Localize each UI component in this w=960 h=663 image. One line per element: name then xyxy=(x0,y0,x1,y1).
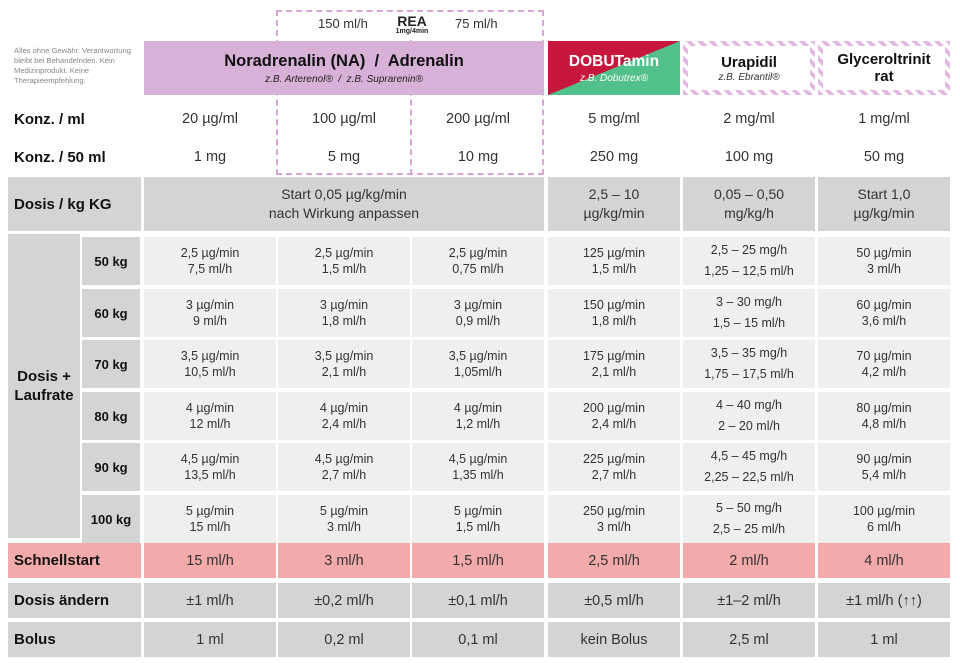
dosis-kg-dobu-line1: 2,5 – 10 xyxy=(588,186,640,202)
dose-cell xyxy=(144,495,276,543)
konz-50ml-value: 100 mg xyxy=(724,149,774,165)
dose-rate: 250 µg/min xyxy=(582,504,646,518)
flow-rate: 0,75 ml/h xyxy=(452,262,504,276)
flow-rate: 9 ml/h xyxy=(192,314,228,328)
dosis-kg-glycerol-line1: Start 1,0 xyxy=(857,186,911,202)
dosis-kg-na-line2: nach Wirkung anpassen xyxy=(268,205,420,221)
dosis-kg-urapidil-line2: mg/kg/h xyxy=(724,205,774,221)
urapidil-name: Urapidil xyxy=(721,53,777,71)
dose-cell xyxy=(412,340,544,388)
konz-ml-value: 100 µg/ml xyxy=(312,111,376,127)
dose-rate: 3,5 µg/min xyxy=(448,349,508,363)
schnellstart-value: 1,5 ml/h xyxy=(412,543,544,578)
dosis-kg-urapidil xyxy=(683,177,815,231)
dosis-aendern-value: ±0,2 ml/h xyxy=(278,583,410,618)
bolus-value: 0,1 ml xyxy=(412,622,544,657)
dose-cell xyxy=(144,392,276,440)
na-name: Noradrenalin (NA) / Adrenalin xyxy=(224,51,464,70)
dose-rate: 4 µg/min xyxy=(453,401,503,415)
dose-cell xyxy=(278,340,410,388)
dose-cell xyxy=(548,340,680,388)
dose-cell xyxy=(278,495,410,543)
konz-ml-value: 1 mg/ml xyxy=(858,111,910,127)
row-label-konz-ml: Konz. / ml xyxy=(14,110,85,128)
dose-rate: 4,5 µg/min xyxy=(180,452,240,466)
konz-50ml-value: 250 mg xyxy=(589,149,639,165)
dose-rate: 50 µg/min xyxy=(856,246,912,260)
flow-rate: 3 ml/h xyxy=(326,520,362,534)
konz-50ml-value: 50 mg xyxy=(863,149,905,165)
flow-rate: 2,5 – 25 ml/h xyxy=(712,522,786,536)
row-label-konz-50ml: Konz. / 50 ml xyxy=(14,148,106,166)
weight-label: 90 kg xyxy=(82,443,140,491)
flow-rate: 1,5 ml/h xyxy=(455,520,501,534)
row-label-schnellstart: Schnellstart xyxy=(14,552,100,569)
dose-rate: 2,5 µg/min xyxy=(180,246,240,260)
flow-rate: 10,5 ml/h xyxy=(184,365,236,379)
flow-rate: 12 ml/h xyxy=(189,417,231,431)
row-label-dosis-aendern: Dosis ändern xyxy=(14,592,110,609)
flow-rate: 1,05ml/h xyxy=(454,365,502,379)
flow-rate: 3 ml/h xyxy=(596,520,632,534)
rea-subtitle: 1mg/4min xyxy=(395,28,429,35)
dosis-laufrate-line2: Laufrate xyxy=(14,387,74,404)
dose-rate: 2,5 µg/min xyxy=(448,246,508,260)
flow-rate: 4,8 ml/h xyxy=(861,417,907,431)
dose-rate: 90 µg/min xyxy=(856,452,912,466)
dose-rate: 100 µg/min xyxy=(852,504,916,518)
dose-rate: 5 – 50 mg/h xyxy=(715,501,782,515)
header-urapidil xyxy=(683,41,815,95)
flow-rate: 3,6 ml/h xyxy=(861,314,907,328)
flow-rate: 3 ml/h xyxy=(866,262,902,276)
dosis-kg-glycerol xyxy=(818,177,950,231)
dosis-laufrate-line1: Dosis + xyxy=(17,368,71,385)
dose-rate: 3,5 – 35 mg/h xyxy=(710,346,788,360)
dosis-kg-dobu-line2: µg/kg/min xyxy=(583,205,645,221)
flow-rate: 1,2 ml/h xyxy=(455,417,501,431)
flow-rate: 5,4 ml/h xyxy=(861,468,907,482)
dose-rate: 125 µg/min xyxy=(582,246,646,260)
rea-rate-right: 75 ml/h xyxy=(455,16,498,31)
bolus-value: 1 ml xyxy=(818,622,950,657)
dose-cell xyxy=(548,392,680,440)
konz-ml-value: 20 µg/ml xyxy=(182,111,238,127)
rea-label: REA xyxy=(397,13,427,29)
rea-title xyxy=(388,14,436,36)
row-label-bolus: Bolus xyxy=(14,631,56,648)
glycerol-name: Glyceroltrinitrat xyxy=(837,51,931,85)
dose-cell xyxy=(144,443,276,491)
dose-rate: 2,5 µg/min xyxy=(314,246,374,260)
dose-cell xyxy=(683,495,815,543)
schnellstart-value: 15 ml/h xyxy=(144,543,276,578)
rea-rate-left: 150 ml/h xyxy=(318,16,368,31)
dosis-aendern-value: ±1 ml/h (↑↑) xyxy=(818,583,950,618)
dose-cell xyxy=(683,443,815,491)
flow-rate: 0,9 ml/h xyxy=(455,314,501,328)
schnellstart-value: 4 ml/h xyxy=(818,543,950,578)
bolus-value: 1 ml xyxy=(144,622,276,657)
weight-label: 100 kg xyxy=(82,495,140,543)
dose-rate: 4,5 µg/min xyxy=(448,452,508,466)
flow-rate: 1,25 – 12,5 ml/h xyxy=(704,264,794,278)
dose-rate: 3 – 30 mg/h xyxy=(715,295,782,309)
dose-rate: 5 µg/min xyxy=(453,504,503,518)
dose-cell xyxy=(683,237,815,285)
dose-rate: 225 µg/min xyxy=(582,452,646,466)
schnellstart-value: 2 ml/h xyxy=(683,543,815,578)
dose-rate: 175 µg/min xyxy=(582,349,646,363)
weight-label: 50 kg xyxy=(82,237,140,285)
dose-cell xyxy=(683,392,815,440)
dose-rate: 4 – 40 mg/h xyxy=(715,398,782,412)
dose-rate: 70 µg/min xyxy=(856,349,912,363)
header-dobutamin xyxy=(548,41,680,95)
dose-rate: 5 µg/min xyxy=(185,504,235,518)
konz-50ml-value: 1 mg xyxy=(193,149,227,165)
flow-rate: 7,5 ml/h xyxy=(187,262,233,276)
dose-cell xyxy=(548,289,680,337)
dosis-kg-dobu xyxy=(548,177,680,231)
dosis-kg-na xyxy=(144,177,544,231)
konz-ml-value: 2 mg/ml xyxy=(723,111,775,127)
schnellstart-value: 3 ml/h xyxy=(278,543,410,578)
dosis-kg-urapidil-line1: 0,05 – 0,50 xyxy=(713,186,785,202)
dose-cell xyxy=(548,495,680,543)
dose-cell xyxy=(278,443,410,491)
dose-cell xyxy=(144,237,276,285)
flow-rate: 1,5 ml/h xyxy=(591,262,637,276)
dose-cell xyxy=(683,340,815,388)
dose-cell xyxy=(548,237,680,285)
flow-rate: 2,7 ml/h xyxy=(591,468,637,482)
dose-rate: 3 µg/min xyxy=(185,298,235,312)
flow-rate: 4,2 ml/h xyxy=(861,365,907,379)
dose-rate: 150 µg/min xyxy=(582,298,646,312)
dose-cell xyxy=(818,392,950,440)
schnellstart-value: 2,5 ml/h xyxy=(548,543,680,578)
dose-cell xyxy=(818,289,950,337)
dose-rate: 3 µg/min xyxy=(319,298,369,312)
dose-cell xyxy=(818,237,950,285)
flow-rate: 2,4 ml/h xyxy=(591,417,637,431)
dosis-laufrate-label xyxy=(8,234,80,538)
dose-cell xyxy=(278,237,410,285)
flow-rate: 2 – 20 ml/h xyxy=(718,419,780,433)
dose-cell xyxy=(412,289,544,337)
na-brand: z.B. Arterenol® / z.B. Suprarenin® xyxy=(265,73,423,85)
dose-rate: 2,5 – 25 mg/h xyxy=(710,243,788,257)
dosis-aendern-value: ±0,5 ml/h xyxy=(548,583,680,618)
dose-cell xyxy=(683,289,815,337)
dose-rate: 3,5 µg/min xyxy=(180,349,240,363)
bolus-value: kein Bolus xyxy=(548,622,680,657)
dose-rate: 5 µg/min xyxy=(319,504,369,518)
flow-rate: 2,25 – 22,5 ml/h xyxy=(704,470,794,484)
flow-rate: 15 ml/h xyxy=(189,520,231,534)
bolus-value: 0,2 ml xyxy=(278,622,410,657)
flow-rate: 13,5 ml/h xyxy=(184,468,236,482)
dose-cell xyxy=(278,392,410,440)
weight-label: 60 kg xyxy=(82,289,140,337)
flow-rate: 2,4 ml/h xyxy=(321,417,367,431)
dose-cell xyxy=(818,443,950,491)
dose-cell xyxy=(144,289,276,337)
flow-rate: 1,8 ml/h xyxy=(321,314,367,328)
dose-cell xyxy=(548,443,680,491)
flow-rate: 2,7 ml/h xyxy=(321,468,367,482)
dose-rate: 4 µg/min xyxy=(185,401,235,415)
flow-rate: 1,5 ml/h xyxy=(321,262,367,276)
flow-rate: 1,5 – 15 ml/h xyxy=(712,316,786,330)
dose-cell xyxy=(412,237,544,285)
dose-rate: 4,5 – 45 mg/h xyxy=(710,449,788,463)
weight-label: 80 kg xyxy=(82,392,140,440)
dose-cell xyxy=(412,443,544,491)
dose-rate: 4 µg/min xyxy=(319,401,369,415)
dose-cell xyxy=(278,289,410,337)
dose-cell xyxy=(144,340,276,388)
dosis-kg-glycerol-line2: µg/kg/min xyxy=(853,205,915,221)
flow-rate: 1,35 ml/h xyxy=(452,468,504,482)
dose-rate: 80 µg/min xyxy=(856,401,912,415)
header-glyceroltrinitrat xyxy=(818,41,950,95)
flow-rate: 2,1 ml/h xyxy=(591,365,637,379)
konz-ml-value: 5 mg/ml xyxy=(588,111,640,127)
flow-rate: 2,1 ml/h xyxy=(321,365,367,379)
flow-rate: 1,75 – 17,5 ml/h xyxy=(704,367,794,381)
dose-cell xyxy=(818,495,950,543)
dose-cell xyxy=(818,340,950,388)
dose-rate: 60 µg/min xyxy=(856,298,912,312)
dose-rate: 200 µg/min xyxy=(582,401,646,415)
dobu-name: DOBUTamin xyxy=(568,52,660,70)
dose-rate: 3,5 µg/min xyxy=(314,349,374,363)
disclaimer-text: Alles ohne Gewähr. Verantwortung bleibt bei Behandelnden. Kein Medizinprodukt. Keine Therapieempfehlung. xyxy=(14,46,131,85)
flow-rate: 6 ml/h xyxy=(866,520,902,534)
dobu-brand: z.B. Dobutrex® xyxy=(580,72,648,84)
header-noradrenalin-adrenalin xyxy=(144,41,544,95)
konz-50ml-value: 5 mg xyxy=(327,149,361,165)
dose-rate: 4,5 µg/min xyxy=(314,452,374,466)
dosis-aendern-value: ±0,1 ml/h xyxy=(412,583,544,618)
dose-cell xyxy=(412,495,544,543)
dosis-kg-na-line1: Start 0,05 µg/kg/min xyxy=(281,186,407,202)
konz-50ml-value: 10 mg xyxy=(457,149,499,165)
dosis-aendern-value: ±1 ml/h xyxy=(144,583,276,618)
row-label-dosis-kg: Dosis / kg KG xyxy=(14,195,112,213)
dose-cell xyxy=(412,392,544,440)
urapidil-brand: z.B. Ebrantil® xyxy=(718,71,780,83)
flow-rate: 1,8 ml/h xyxy=(591,314,637,328)
konz-ml-value: 200 µg/ml xyxy=(446,111,510,127)
bolus-value: 2,5 ml xyxy=(683,622,815,657)
dose-rate: 3 µg/min xyxy=(453,298,503,312)
weight-label: 70 kg xyxy=(82,340,140,388)
dosis-aendern-value: ±1–2 ml/h xyxy=(683,583,815,618)
